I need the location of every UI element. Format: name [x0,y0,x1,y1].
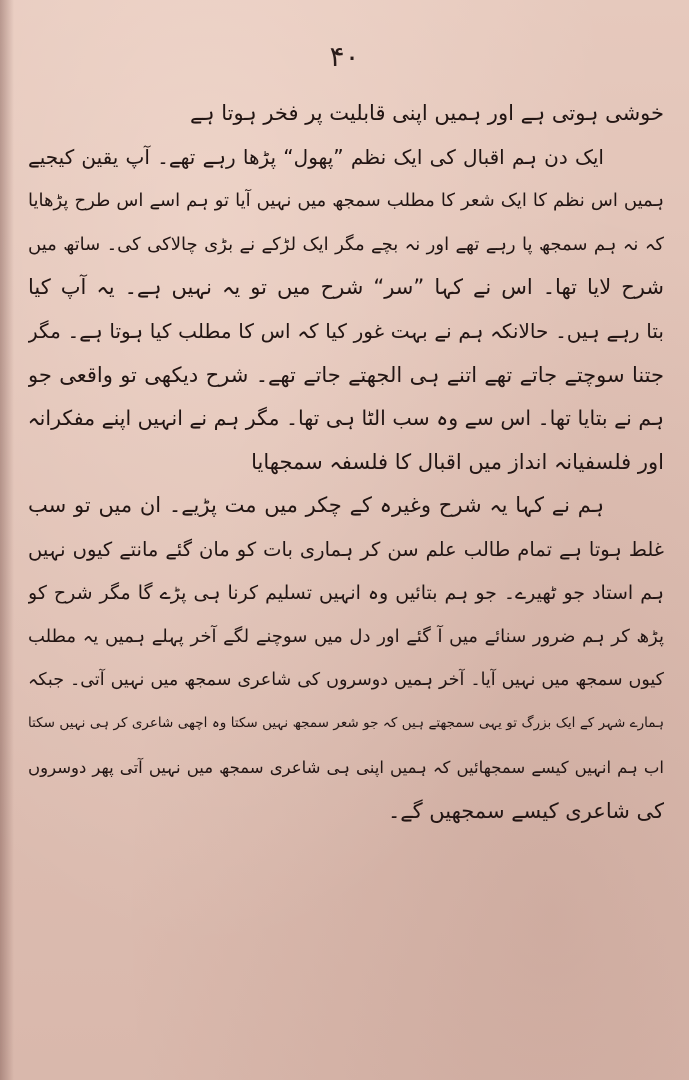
text-line-3: ہمیں اس نظم کا ایک شعر کا مطلب سمجھ میں نہیں آیا تو ہم اسے اس طرح پڑھایا [28,190,664,212]
text-line-9: اور فلسفیانہ انداز میں اقبال کا فلسفہ سمجھایا [251,449,664,474]
text-line-15: ہمارے شہر کے ایک بزرگ تو یہی سمجھتے ہیں کہ جو شعر سمجھ نہیں سکتا وہ اچھی شاعری کر ہی نہیں سکتا [28,715,664,732]
text-line-7: جتنا سوچتے جاتے تھے اتنے ہی الجھتے جاتے تھے۔ شرح دیکھی تو واقعی جو [28,362,664,387]
text-line-1: خوشی ہوتی ہے اور ہمیں اپنی قابلیت پر فخر ہوتا ہے [189,101,664,125]
text-line-8: ہم نے بتایا تھا۔ اس سے وہ سب الٹا ہی تھا۔ مگر ہم نے انہیں اپنے مفکرانہ [28,406,664,431]
text-line-5: شرح لایا تھا۔ اس نے کہا ”سر“ شرح میں تو یہ نہیں ہے۔ یہ آپ کیا [28,275,664,300]
page-number: ۴۰ [329,40,360,73]
text-line-17: کی شاعری کیسے سمجھیں گے۔ [387,798,664,823]
text-line-11: غلط ہوتا ہے تمام طالب علم سن کر ہماری بات کو مان گئے مانتے کیوں نہیں [28,537,664,561]
text-line-13: پڑھ کر ہم ضرور سنائے میں آ گئے اور دل میں سوچنے لگے آخر پہلے ہمیں یہ مطلب [28,626,664,648]
text-line-6: بتا رہے ہیں۔ حالانکہ ہم نے بہت غور کیا کہ اس کا مطلب کیا ہوتا ہے۔ مگر [28,318,664,343]
text-line-2: ایک دن ہم اقبال کی ایک نظم ”پھول“ پڑھا رہے تھے۔ آپ یقین کیجیے [28,144,604,169]
text-line-16: اب ہم انہیں کیسے سمجھائیں کہ ہمیں اپنی ہی شاعری سمجھ میں نہیں آتی پھر دوسروں [28,757,664,777]
text-line-12: ہم استاد جو ٹھیرے۔ جو ہم بتائیں وہ انہیں تسلیم کرنا ہی پڑے گا مگر شرح کو [28,581,664,604]
page-fold-shadow [0,0,14,1080]
text-line-4: کہ نہ ہم سمجھ پا رہے تھے اور نہ بچے مگر ایک لڑکے نے بڑی چالاکی کی۔ ساتھ میں [28,233,664,255]
text-line-10: ہم نے کہا یہ شرح وغیرہ کے چکر میں مت پڑیے۔ ان میں تو سب [28,493,604,518]
text-line-14: کیوں سمجھ میں نہیں آیا۔ آخر ہمیں دوسروں کی شاعری سمجھ میں نہیں آتی۔ جبکہ [28,669,664,690]
body-text [28,92,664,833]
